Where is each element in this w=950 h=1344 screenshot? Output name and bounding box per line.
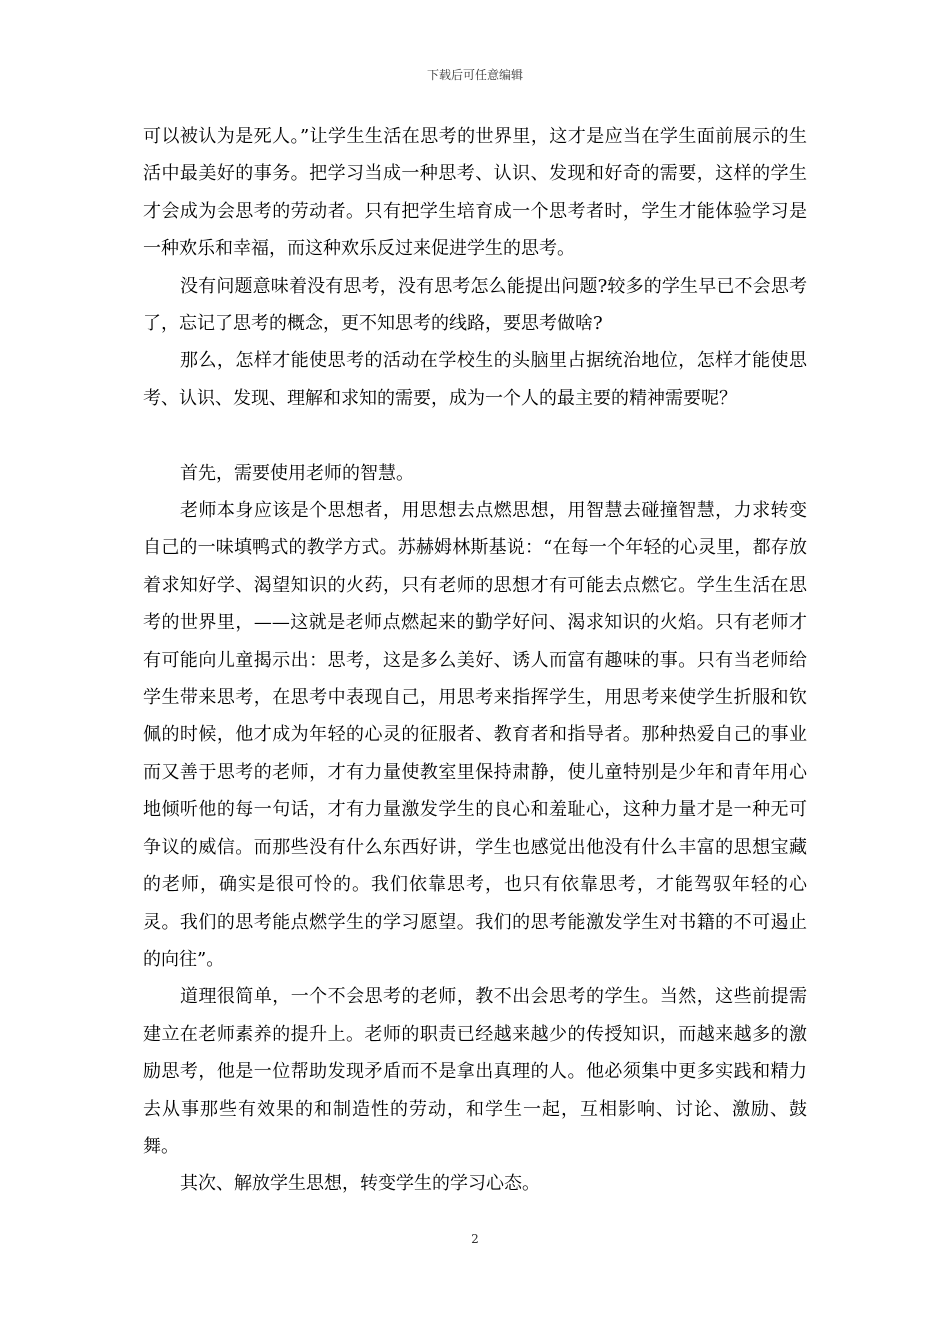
paragraph-4: 首先，需要使用老师的智慧。 [180, 462, 414, 484]
paragraph-2: 没有问题意味着没有思考，没有思考怎么能提出问题?较多的学生早已不会思考了，忘记了思考的概念，更不知思考的线路，要思考做啥? [143, 275, 807, 335]
paragraph-5: 老师本身应该是个思想者，用思想去点燃思想，用智慧去碰撞智慧，力求转变自己的一味填鸭式的教学方式。苏赫姆林斯基说：“在每一个年轻的心灵里，都存放着求知好学、渴望知识的火药，只有老师的思想才有可能去点燃它。学生生活在思考的世界里，——这就是老师点燃起来的勤学好问、渴求知识的火焰。只有老师才有可能向儿童揭示出：思考，这是多么美好、诱人而富有趣味的事。只有当老师给学生带来思考，在思考中表现自己，用思考来指挥学生，用思考来使学生折服和钦佩的时候，他才成为年轻的心灵的征服者、教育者和指导者。那种热爱自己的事业而又善于思考的老师，才有力量使教室里保持肃静，使儿童特别是少年和青年用心地倾听他的每一句话，才有力量激发学生的良心和羞耻心，这种力量才是一种无可争议的威信。而那些没有什么东西好讲，学生也感觉出他没有什么丰富的思想宝藏的老师，确实是很可怜的。我们依靠思考，也只有依靠思考，才能驾驭年轻的心灵。我们的思考能点燃学生的学习愿望。我们的思考能激发学生对书籍的不可遏止的向往”。 [143, 500, 807, 970]
page-number: 2 [471, 1232, 479, 1246]
paragraph-1: 可以被认为是死人。”让学生生活在思考的世界里，这才是应当在学生面前展示的生活中最美好的事务。把学习当成一种思考、认识、发现和好奇的需要，这样的学生才会成为会思考的劳动者。只有把学生培育成一个思考者时，学生才能体验学习是一种欢乐和幸福，而这种欢乐反过来促进学生的思考。 [143, 126, 807, 260]
paragraph-6: 道理很简单，一个不会思考的老师，教不出会思考的学生。当然，这些前提需建立在老师素养的提升上。老师的职责已经越来越少的传授知识，而越来越多的激励思考，他是一位帮助发现矛盾而不是拿出真理的人。他必须集中更多实践和精力去从事那些有效果的和制造性的劳动，和学生一起，互相影响、讨论、激励、鼓舞。 [143, 986, 807, 1157]
paragraph-3: 那么，怎样才能使思考的活动在学校生的头脑里占据统治地位，怎样才能使思考、认识、发现、理解和求知的需要，成为一个人的最主要的精神需要呢？ [143, 350, 807, 409]
blank-line [143, 417, 807, 454]
page-header: 下载后可任意编辑 [426, 68, 523, 82]
document-body [143, 118, 807, 1203]
paragraph-7: 其次、解放学生思想，转变学生的学习心态。 [180, 1173, 540, 1195]
